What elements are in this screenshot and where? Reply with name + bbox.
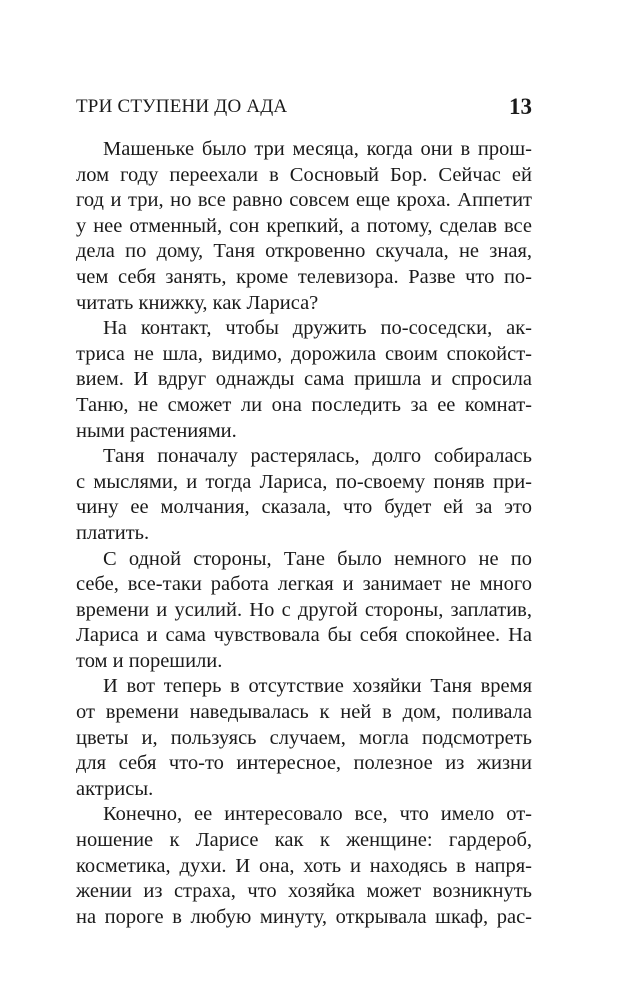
text-line: вием. И вдруг однажды сама пришла и спросила xyxy=(76,368,532,391)
text-line: Таня поначалу растерялась, долго собиралась xyxy=(103,445,532,468)
text-line: жении из страха, что хозяйка может возникнуть xyxy=(76,880,532,903)
text-line: цветы и, пользуясь случаем, могла подсмотреть xyxy=(76,726,532,749)
text-line: дела по дому, Таня откровенно скучала, не зная, xyxy=(76,240,532,263)
text-line: чем себя занять, кроме телевизора. Разве что по- xyxy=(76,265,532,288)
page-number: 13 xyxy=(509,94,532,119)
text-line: для себя что-то интересное, полезное из жизни xyxy=(76,752,532,775)
text-line: Лариса и сама чувствовала бы себя спокойнее. На xyxy=(76,624,532,647)
text-line: читать книжку, как Лариса? xyxy=(76,291,319,314)
text-line: На контакт, чтобы дружить по-соседски, ак- xyxy=(103,317,532,340)
text-line: Машеньке было три месяца, когда они в прош- xyxy=(103,138,532,160)
paragraph-3 xyxy=(76,444,532,546)
text-line: чину ее молчания, сказала, что будет ей за это xyxy=(76,496,532,519)
text-line: платить. xyxy=(76,521,150,544)
body-text xyxy=(76,137,532,930)
text-line: на пороге в любую минуту, открывала шкаф, рас- xyxy=(76,905,532,928)
running-title: ТРИ СТУПЕНИ ДО АДА xyxy=(76,96,288,117)
text-line: времени и усилий. Но с другой стороны, заплатив, xyxy=(76,598,532,621)
text-line: косметика, духи. И она, хоть и находясь в напря- xyxy=(76,854,532,877)
text-line: ными растениями. xyxy=(76,419,237,442)
paragraph-2 xyxy=(76,316,532,444)
text-line: ношение к Ларисе как к женщине: гардероб, xyxy=(76,829,532,852)
text-line: у нее отменный, сон крепкий, а потому, сделав все xyxy=(76,214,532,237)
text-line: Конечно, ее интересовало все, что имело от- xyxy=(103,803,532,826)
text-line: том и порешили. xyxy=(76,649,223,672)
paragraph-4 xyxy=(76,547,532,675)
paragraph-5 xyxy=(76,674,532,802)
text-line: С одной стороны, Тане было немного не по xyxy=(103,547,532,570)
text-line: триса не шла, видимо, дорожила своим спокойст- xyxy=(76,342,532,365)
text-line: Таню, не сможет ли она последить за ее комнат- xyxy=(76,393,532,416)
text-line: И вот теперь в отсутствие хозяйки Таня время xyxy=(103,675,532,698)
text-line: лом году переехали в Сосновый Бор. Сейчас ей xyxy=(76,163,532,186)
text-line: от времени наведывалась к ней в дом, поливала xyxy=(76,701,532,724)
text-line: актрисы. xyxy=(76,777,154,800)
running-header xyxy=(76,93,532,121)
paragraph-1 xyxy=(76,137,532,316)
paragraph-6 xyxy=(76,802,532,930)
text-line: с мыслями, и тогда Лариса, по-своему поняв при- xyxy=(76,470,532,493)
text-line: год и три, но все равно совсем еще кроха. Аппетит xyxy=(76,189,532,212)
text-line: себе, все-таки работа легкая и занимает не много xyxy=(76,573,532,596)
